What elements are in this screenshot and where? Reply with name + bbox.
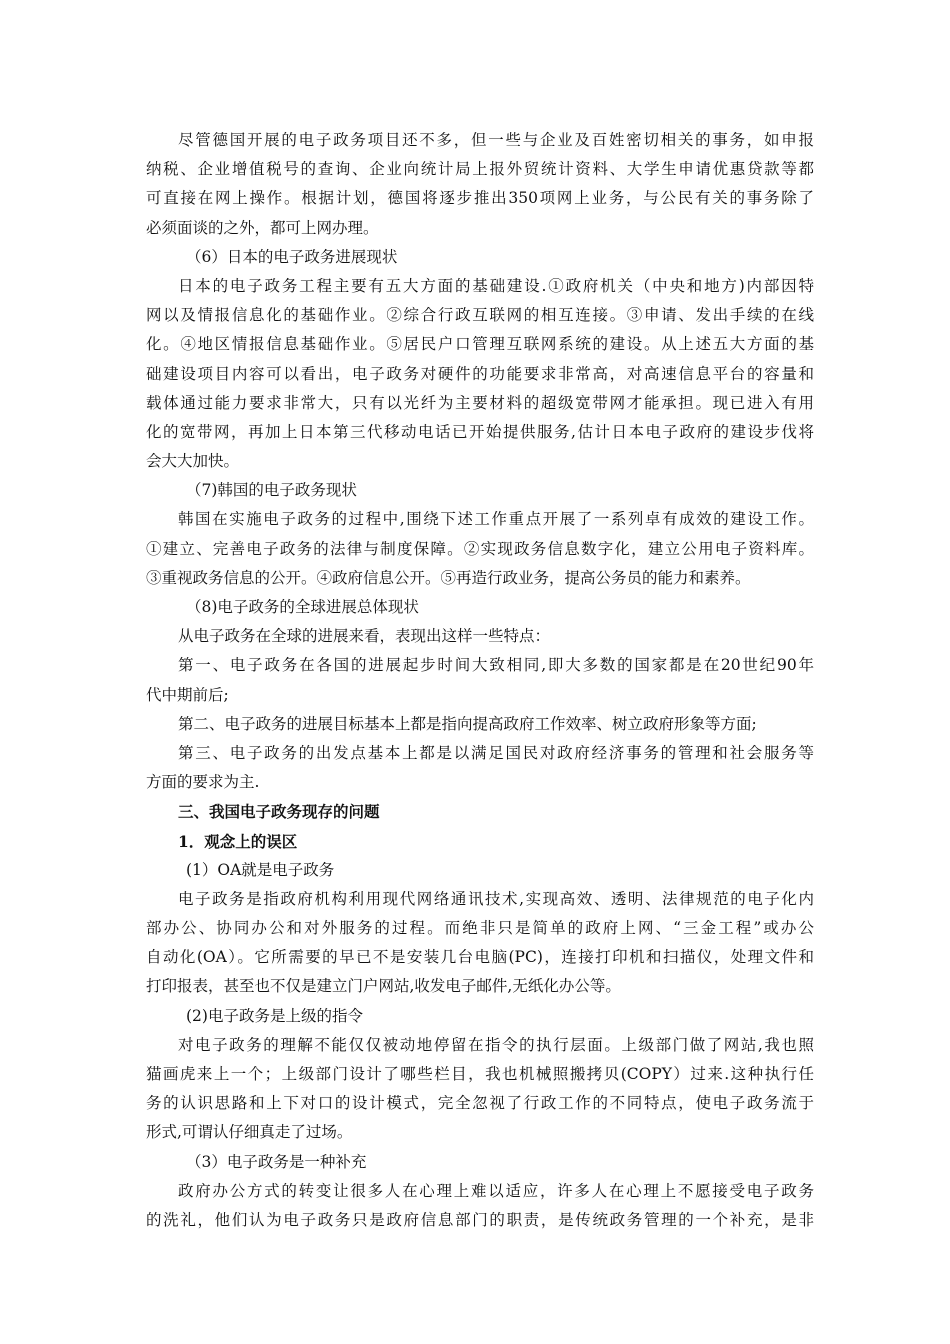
text-line: 会大大加快。 (146, 452, 240, 471)
text-line: 政府办公方式的转变让很多人在心理上难以适应，许多人在心理上不愿接受电子政务 (178, 1181, 814, 1200)
section-heading-bold (146, 797, 814, 826)
text-line: 础建设项目内容可以看出，电子政务对硬件的功能要求非常高，对高速信息平台的容量和 (146, 364, 814, 383)
text-line: 可直接在网上操作。根据计划，德国将逐步推出350项网上业务，与公民有关的事务除了 (146, 189, 814, 208)
text-line: 打印报表，甚至也不仅是建立门户网站,收发电子邮件,无纸化办公等。 (146, 977, 621, 996)
text-line: 必须面谈的之外，都可上网办理。 (146, 218, 379, 237)
text-line: ③重视政务信息的公开。④政府信息公开。⑤再造行政业务，提高公务员的能力和素养。 (146, 568, 751, 587)
text-line: ①建立、完善电子政务的法律与制度保障。②实现政务信息数字化，建立公用电子资料库。 (146, 539, 814, 558)
text-line: （3）电子政务是一种补充 (186, 1152, 367, 1171)
text-line: 部办公、协同办公和对外服务的过程。而绝非只是简单的政府上网、“三金工程”或办公 (146, 919, 814, 938)
text-line: 猫画虎来上一个；上级部门设计了哪些栏目，我也机械照搬拷贝(COPY）过来.这种执行任 (146, 1065, 814, 1083)
paragraph (146, 1031, 814, 1148)
section-heading (146, 856, 814, 885)
text-line: 日本的电子政务工程主要有五大方面的基础建设.①政府机关（中央和地方)内部因特 (178, 276, 814, 295)
text-line: 第三、电子政务的出发点基本上都是以满足国民对政府经济事务的管理和社会服务等 (178, 743, 814, 762)
text-line: 务的认识思路和上下对口的设计模式，完全忽视了行政工作的不同特点，使电子政务流于 (146, 1094, 814, 1113)
text-line: 第一、电子政务在各国的进展起步时间大致相同,即大多数的国家都是在20世纪90年 (178, 656, 814, 675)
section-heading (146, 593, 814, 622)
text-line: （6）日本的电子政务进展现状 (186, 247, 398, 266)
text-line: 的洗礼，他们认为电子政务只是政府信息部门的职责，是传统政务管理的一个补充，是非 (146, 1210, 814, 1229)
text-line: 第二、电子政务的进展目标基本上都是指向提高政府工作效率、树立政府形象等方面; (178, 714, 757, 733)
text-line: 尽管德国开展的电子政务项目还不多，但一些与企业及百姓密切相关的事务，如申报 (178, 131, 814, 149)
paragraph (146, 739, 814, 797)
paragraph (146, 622, 814, 651)
text-line: 代中期前后; (146, 685, 229, 704)
text-line: 化的宽带网，再加上日本第三代移动电话已开始提供服务,估计日本电子政府的建设步伐将 (146, 422, 814, 441)
document-page (146, 126, 814, 1235)
text-line: （7)韩国的电子政务现状 (186, 481, 357, 500)
paragraph (146, 1177, 814, 1235)
text-line: 1．观念上的误区 (178, 831, 298, 851)
text-line: （8)电子政务的全球进展总体现状 (186, 598, 419, 616)
text-line: (2)电子政务是上级的指令 (186, 1006, 363, 1025)
paragraph (146, 126, 814, 243)
section-heading (146, 1148, 814, 1177)
text-line: 对电子政务的理解不能仅仅被动地停留在指令的执行层面。上级部门做了网站,我也照 (178, 1035, 814, 1054)
text-line: 网以及情报信息化的基础作业。②综合行政互联网的相互连接。③申请、发出手续的在线 (146, 306, 814, 325)
text-line: 方面的要求为主. (146, 773, 260, 792)
paragraph (146, 272, 814, 476)
paragraph (146, 885, 814, 1002)
text-line: 纳税、企业增值税号的查询、企业向统计局上报外贸统计资料、大学生申请优惠贷款等都 (146, 160, 814, 179)
text-line: 形式,可谓认仔细真走了过场。 (146, 1123, 353, 1142)
section-heading (146, 243, 814, 272)
text-line: 从电子政务在全球的进展来看，表现出这样一些特点： (178, 627, 551, 646)
paragraph (146, 651, 814, 709)
paragraph (146, 710, 814, 739)
text-line: 载体通过能力要求非常大，只有以光纤为主要材料的超级宽带网才能承担。现已进入有用 (146, 393, 814, 412)
text-line: 自动化(OA）。它所需要的早已不是安装几台电脑(PC)，连接打印机和扫描仪，处理文件和 (146, 948, 814, 967)
text-line: 三、我国电子政务现存的问题 (178, 802, 380, 822)
paragraph (146, 505, 814, 593)
text-line: 电子政务是指政府机构利用现代网络通讯技术,实现高效、透明、法律规范的电子化内 (178, 889, 814, 908)
section-heading (146, 1002, 814, 1031)
text-line: 韩国在实施电子政务的过程中,围绕下述工作重点开展了一系列卓有成效的建设工作。 (178, 510, 814, 529)
text-line: (1）OA就是电子政务 (186, 860, 335, 879)
section-heading-bold (146, 827, 814, 856)
section-heading (146, 476, 814, 505)
text-line: 化。④地区情报信息基础作业。⑤居民户口管理互联网系统的建设。从上述五大方面的基 (146, 335, 814, 354)
